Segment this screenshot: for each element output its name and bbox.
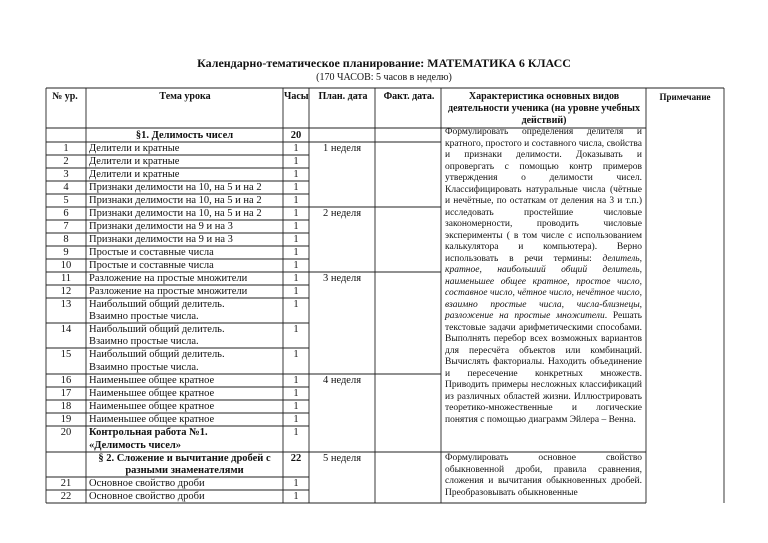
week-3-label: 3 неделя xyxy=(322,273,362,284)
row-hours: 1 xyxy=(293,182,299,193)
header-num: № ур. xyxy=(52,91,78,102)
row-topic: Наименьшее общее кратное xyxy=(89,414,215,425)
section-2-title: § 2. Сложение и вычитание дробей с xyxy=(98,453,271,464)
row-topic-line2: Взаимно простые числа. xyxy=(89,362,199,373)
section-1-hours: 20 xyxy=(290,130,302,141)
row-hours: 1 xyxy=(293,247,299,258)
row-number: 20 xyxy=(60,427,72,438)
row-topic: Наименьшее общее кратное xyxy=(89,401,215,412)
row-hours: 1 xyxy=(293,349,299,360)
header-activity: Характеристика основных видов деятельности ученика (на уровне учебных действий) xyxy=(448,91,640,126)
document-title: Календарно-тематическое планирование: МАТЕМАТИКА 6 КЛАСС xyxy=(197,56,571,70)
row-hours: 1 xyxy=(293,221,299,232)
row-hours: 1 xyxy=(293,260,299,271)
week-2-label: 2 неделя xyxy=(322,208,362,219)
row-number: 5 xyxy=(63,195,69,206)
week-5-label: 5 неделя xyxy=(322,453,362,464)
row-hours: 1 xyxy=(293,208,299,219)
row-hours: 1 xyxy=(293,401,299,412)
row-hours: 1 xyxy=(293,414,299,425)
row-number: 13 xyxy=(60,299,72,310)
row-number: 15 xyxy=(60,349,72,360)
row-hours: 1 xyxy=(293,169,299,180)
row-number: 21 xyxy=(60,478,72,489)
header-hours: Часы xyxy=(284,91,309,102)
section-2-title-line2: разными знаменателями xyxy=(125,465,244,476)
row-topic: Делители и кратные xyxy=(89,156,180,167)
row-hours: 1 xyxy=(293,478,299,489)
row-number: 12 xyxy=(60,286,72,297)
row-hours: 1 xyxy=(293,234,299,245)
row-number: 1 xyxy=(63,143,69,154)
row-topic: Признаки делимости на 10, на 5 и на 2 xyxy=(89,182,262,193)
row-topic: Простые и составные числа xyxy=(89,247,214,258)
row-number: 8 xyxy=(63,234,69,245)
section-2-hours: 22 xyxy=(290,453,302,464)
row-hours: 1 xyxy=(293,143,299,154)
row-hours: 1 xyxy=(293,195,299,206)
row-number: 17 xyxy=(60,388,72,399)
header-fact-date: Факт. дата. xyxy=(383,91,435,102)
week-4-label: 4 неделя xyxy=(322,375,362,386)
row-number: 16 xyxy=(60,375,72,386)
row-topic: Наибольший общий делитель. xyxy=(89,324,225,335)
header-topic: Тема урока xyxy=(159,91,211,102)
row-number: 19 xyxy=(60,414,72,425)
row-hours: 1 xyxy=(293,324,299,335)
activity-text: Формулировать определения делителя и кратного, простого и составного числа, свойства и признаки делимости. Доказывать и опровергать с помощью контр примеров утверждения о делимости чисел. Классифицировать натуральные числа (чётные и нечётные, по остаткам от деления на 3 и т.п.) исследовать простейшие числовые закономерности, проводить числовые эксперименты ( в том числе с использованием калькулятора и компьютера). Верно использовать в речи термины: xyxy=(445,127,642,264)
row-topic-line2: «Делимость чисел» xyxy=(89,440,182,451)
row-number: 22 xyxy=(60,491,72,502)
row-topic: Признаки делимости на 9 и на 3 xyxy=(89,234,233,245)
activity-terms: делитель, кратное, наибольший общий делитель, наименьшее общее кратное, простое число, составное число, чётное число, нечётное число, взаимно простые числа, числа-близнецы, разложение на простые множители xyxy=(445,253,642,321)
row-hours: 1 xyxy=(293,299,299,310)
row-hours: 1 xyxy=(293,273,299,284)
row-topic: Наибольший общий делитель. xyxy=(89,349,225,360)
row-topic: Признаки делимости на 10, на 5 и на 2 xyxy=(89,195,262,206)
row-number: 2 xyxy=(63,156,69,167)
row-topic: Признаки делимости на 10, на 5 и на 2 xyxy=(89,208,262,219)
row-topic: Наибольший общий делитель. xyxy=(89,299,225,310)
row-hours: 1 xyxy=(293,491,299,502)
activity-description-section-2: Формулировать основное свойство обыкновенной дроби, правила сравнения, сложения и вычитания обыкновенных дробей. Преобразовывать обыкновенные xyxy=(445,453,642,498)
row-topic-line2: Взаимно простые числа. xyxy=(89,336,199,347)
row-number: 4 xyxy=(63,182,69,193)
document-subtitle: (170 ЧАСОВ: 5 часов в неделю) xyxy=(316,72,452,83)
row-number: 18 xyxy=(60,401,72,412)
row-number: 3 xyxy=(63,169,69,180)
week-1-label: 1 неделя xyxy=(322,143,362,154)
row-number: 10 xyxy=(60,260,72,271)
activity-description-section-1 xyxy=(445,127,642,426)
row-topic: Разложение на простые множители xyxy=(89,286,248,297)
row-topic: Делители и кратные xyxy=(89,143,180,154)
row-number: 6 xyxy=(63,208,69,219)
header-note: Примечание xyxy=(659,92,711,102)
row-topic: Основное свойство дроби xyxy=(89,478,205,489)
row-topic-line2: Взаимно простые числа. xyxy=(89,311,199,322)
row-hours: 1 xyxy=(293,375,299,386)
row-topic: Признаки делимости на 9 и на 3 xyxy=(89,221,233,232)
row-hours: 1 xyxy=(293,427,299,438)
row-topic: Контрольная работа №1. xyxy=(89,427,208,438)
row-topic: Простые и составные числа xyxy=(89,260,214,271)
row-topic: Наименьшее общее кратное xyxy=(89,375,215,386)
row-topic: Делители и кратные xyxy=(89,169,180,180)
section-1-title: §1. Делимость чисел xyxy=(135,130,234,141)
row-number: 9 xyxy=(63,247,69,258)
row-number: 7 xyxy=(63,221,69,232)
header-plan-date: План. дата xyxy=(318,91,368,102)
row-number: 11 xyxy=(60,273,72,284)
activity-text-end: . Решать текстовые задачи арифметическими способами. Выполнять перебор всех возможных вариантов для пересчёта объектов или комбинаций. Вычислять факториалы. Находить объединение и пересечение конкретных множеств. Приводить примеры несложных классификаций из различных областей жизни. Иллюстрировать теоретико-множественные и логические понятия с помощью диаграмм Эйлера – Венна. xyxy=(445,311,642,425)
row-number: 14 xyxy=(60,324,72,335)
row-topic: Основное свойство дроби xyxy=(89,491,205,502)
row-topic: Разложение на простые множители xyxy=(89,273,248,284)
row-hours: 1 xyxy=(293,286,299,297)
row-hours: 1 xyxy=(293,156,299,167)
row-hours: 1 xyxy=(293,388,299,399)
row-topic: Наименьшее общее кратное xyxy=(89,388,215,399)
